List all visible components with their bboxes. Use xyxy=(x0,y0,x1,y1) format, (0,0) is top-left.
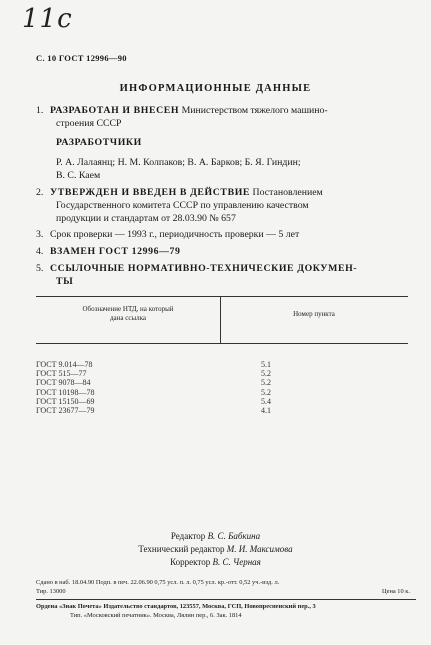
credit-editor xyxy=(0,530,431,543)
imprint-rule xyxy=(36,599,416,600)
item-1-text: Министерством тяжелого машино- xyxy=(179,105,328,116)
item-3-text: Срок проверки — 1993 г., периодичность проверки — 5 лет xyxy=(50,229,300,240)
table-header-clause: Номер пункта xyxy=(293,310,335,318)
table-row xyxy=(36,388,408,397)
imprint-price: Цена 10 к. xyxy=(382,588,410,595)
imprint-printer: Тип. «Московский печатник». Москва, Лялин пер., 6. Зак. 1814 xyxy=(70,612,242,619)
table-cell-clause: 5.2 xyxy=(261,378,271,388)
credit-tech-editor xyxy=(0,543,431,556)
table-cell-document: ГОСТ 23677—79 xyxy=(36,406,95,416)
credit-editor-label: Редактор xyxy=(170,531,208,541)
table-header-document-line-1: Обозначение НТД, на который xyxy=(82,305,174,313)
handwritten-page-mark: 11c xyxy=(22,4,73,34)
table-header-document-line-2: дана ссылка xyxy=(109,314,147,322)
item-5 xyxy=(36,262,408,275)
credit-corrector xyxy=(0,556,431,569)
item-1-heading: РАЗРАБОТАН И ВНЕСЕН xyxy=(50,105,180,116)
table-cell-document: ГОСТ 15150—69 xyxy=(36,396,95,406)
imprint-publisher: Ордена «Знак Почета» Издательство стандартов, 123557, Москва, ГСП, Новопресненский пер., 3 xyxy=(36,603,316,610)
table-cell-document: ГОСТ 515—77 xyxy=(36,369,87,379)
item-5-number: 5. xyxy=(36,263,44,274)
table-body xyxy=(36,360,408,415)
developers-label: РАЗРАБОТЧИКИ xyxy=(56,137,142,148)
credit-tech-editor-name: М. И. Максимова xyxy=(226,544,293,554)
item-1-continuation: строения СССР xyxy=(56,118,122,129)
table-row xyxy=(36,360,408,369)
imprint-line-1: Сдано в наб. 18.04.90 Подп. в печ. 22.06.90 0,75 усл. п. л. 0,75 усл. кр.-отт. 0,52 уч.-изд. л. xyxy=(36,579,280,586)
item-1-number: 1. xyxy=(36,105,44,116)
item-2-line-3: продукции и стандартам от 28.03.90 № 657 xyxy=(56,213,236,224)
table-row xyxy=(36,369,408,378)
table-column-divider xyxy=(220,296,221,343)
table-top-rule xyxy=(36,296,408,297)
credit-tech-editor-label: Технический редактор xyxy=(138,544,227,554)
item-4-heading: ВЗАМЕН ГОСТ 12996—79 xyxy=(50,246,181,257)
table-row xyxy=(36,406,408,415)
item-3 xyxy=(36,228,408,241)
item-2-number: 2. xyxy=(36,187,44,198)
item-5-heading: ССЫЛОЧНЫЕ НОРМАТИВНО-ТЕХНИЧЕСКИЕ ДОКУМЕН- xyxy=(50,263,358,274)
table-header-rule xyxy=(36,343,408,344)
item-2 xyxy=(36,186,408,199)
table-cell-document: ГОСТ 10198—78 xyxy=(36,387,95,397)
table-cell-document: ГОСТ 9078—84 xyxy=(36,378,91,388)
table-row xyxy=(36,378,408,387)
credit-corrector-label: Корректор xyxy=(170,557,213,567)
item-1 xyxy=(36,104,408,117)
table-cell-clause: 5.2 xyxy=(261,369,271,379)
credit-corrector-name: В. С. Черная xyxy=(212,557,261,567)
table-cell-clause: 5.1 xyxy=(261,360,271,369)
table-cell-document: ГОСТ 9.014—78 xyxy=(36,360,93,369)
imprint-print-run: Тир. 13000 xyxy=(36,588,66,595)
item-5-continuation: ТЫ xyxy=(56,276,74,287)
item-4 xyxy=(36,245,408,258)
developers-line-1: Р. А. Лалаянц; Н. М. Колпаков; В. А. Барков; Б. Я. Гиндин; xyxy=(56,157,301,168)
section-title: ИНФОРМАЦИОННЫЕ ДАННЫЕ xyxy=(119,83,312,94)
page-header: С. 10 ГОСТ 12996—90 xyxy=(36,53,127,63)
item-4-number: 4. xyxy=(36,246,44,257)
table-header-document xyxy=(36,305,220,323)
table-cell-clause: 5.4 xyxy=(261,396,271,406)
item-2-line-2: Государственного комитета СССР по управлению качеством xyxy=(56,200,309,211)
table-cell-clause: 5.2 xyxy=(261,387,271,397)
item-2-text: Постановлением xyxy=(250,187,323,198)
item-2-heading: УТВЕРЖДЕН И ВВЕДЕН В ДЕЙСТВИЕ xyxy=(50,187,251,198)
table-cell-clause: 4.1 xyxy=(261,406,271,416)
credit-editor-name: В. С. Бабкина xyxy=(207,531,261,541)
imprint-line-2 xyxy=(36,587,410,597)
table-row xyxy=(36,397,408,406)
developers-line-2: В. С. Каем xyxy=(56,170,101,181)
item-3-number: 3. xyxy=(36,229,44,240)
